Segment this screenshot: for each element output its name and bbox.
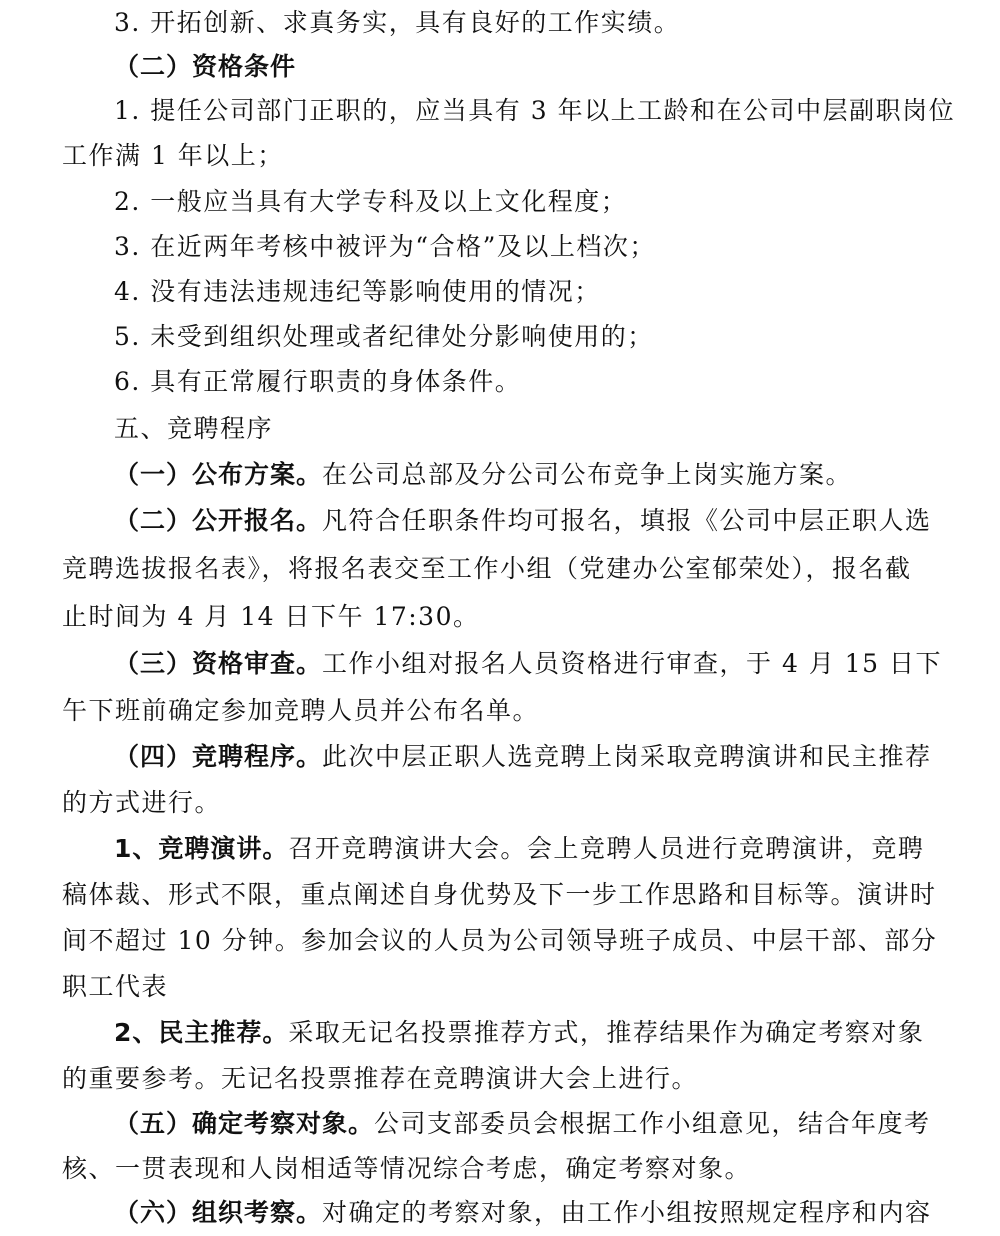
paragraph-line [114, 826, 940, 872]
paragraph-lead: （三）资格审查。 [114, 649, 323, 678]
paragraph-lead: （四）竞聘程序。 [114, 742, 323, 771]
paragraph-line: 止时间为 4 月 14 日下午 17:30。 [62, 602, 480, 631]
paragraph-text: 召开竞聘演讲大会。会上竞聘人员进行竞聘演讲，竞聘 [288, 834, 925, 863]
paragraph-lead: 1、竞聘演讲。 [114, 834, 289, 863]
paragraph-line: 5. 未受到组织处理或者纪律处分影响使用的； [114, 322, 654, 351]
paragraph-text: 对确定的考察对象，由工作小组按照规定程序和内容 [322, 1198, 932, 1227]
paragraph-line [114, 1010, 940, 1056]
paragraph-line: 竞聘选拔报名表》，将报名表交至工作小组（党建办公室郁荣处），报名截 [62, 554, 912, 583]
paragraph-text: 在公司总部及分公司公布竞争上岗实施方案。 [322, 460, 853, 489]
paragraph-line [114, 641, 943, 687]
paragraph-line: 核、一贯表现和人岗相适等情况综合考虑，确定考察对象。 [62, 1154, 752, 1183]
paragraph-text: 凡符合任职条件均可报名，填报《公司中层正职人选 [322, 506, 932, 535]
paragraph-line: 职工代表 [62, 972, 169, 1001]
paragraph-line: 工作满 1 年以上； [62, 141, 284, 170]
paragraph-text: 工作小组对报名人员资格进行审查，于 4 月 15 日下 [322, 649, 943, 678]
paragraph-line [114, 1190, 940, 1236]
paragraph-lead: （一）公布方案。 [114, 460, 323, 489]
paragraph-line [114, 452, 940, 498]
paragraph-line [114, 498, 940, 544]
paragraph-lead: （六）组织考察。 [114, 1198, 323, 1227]
paragraph-lead: （二）公开报名。 [114, 506, 323, 535]
paragraph-line: 2. 一般应当具有大学专科及以上文化程度； [114, 187, 628, 216]
paragraph-line: 稿体裁、形式不限，重点阐述自身优势及下一步工作思路和目标等。演讲时 [62, 880, 937, 909]
paragraph-text: 采取无记名投票推荐方式，推荐结果作为确定考察对象 [288, 1018, 925, 1047]
paragraph-text: 公司支部委员会根据工作小组意见，结合年度考 [374, 1109, 931, 1138]
paragraph-line: 6. 具有正常履行职责的身体条件。 [114, 367, 522, 396]
paragraph-line: 3. 开拓创新、求真务实，具有良好的工作实绩。 [114, 8, 681, 37]
paragraph-line: 的重要参考。无记名投票推荐在竞聘演讲大会上进行。 [62, 1064, 699, 1093]
paragraph-line: 间不超过 10 分钟。参加会议的人员为公司领导班子成员、中层干部、部分 [62, 926, 938, 955]
paragraph-text: 此次中层正职人选竞聘上岗采取竞聘演讲和民主推荐 [322, 742, 932, 771]
section-heading: （二）资格条件 [114, 52, 297, 81]
paragraph-line: 1. 提任公司部门正职的，应当具有 3 年以上工龄和在公司中层副职岗位 [114, 96, 956, 125]
paragraph-line: 午下班前确定参加竞聘人员并公布名单。 [62, 696, 540, 725]
paragraph-lead: （五）确定考察对象。 [114, 1109, 375, 1138]
paragraph-line [114, 734, 940, 780]
paragraph-line: 4. 没有违法违规违纪等影响使用的情况； [114, 277, 601, 306]
paragraph-line: 3. 在近两年考核中被评为“合格”及以上档次； [114, 232, 656, 261]
chapter-heading: 五、竞聘程序 [114, 414, 274, 443]
paragraph-line [114, 1101, 940, 1147]
paragraph-line: 的方式进行。 [62, 788, 222, 817]
paragraph-lead: 2、民主推荐。 [114, 1018, 289, 1047]
